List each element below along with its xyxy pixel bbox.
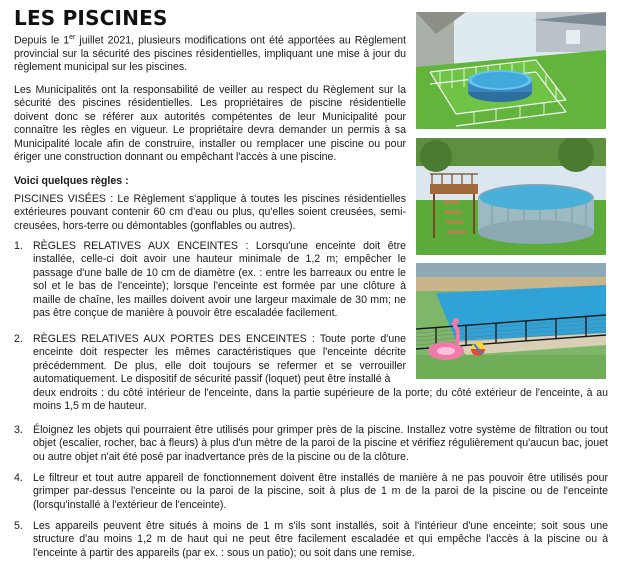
intro-paragraph-2: Les Municipalités ont la responsabilité de veiller au respect du Règlement sur la sécurité des piscines résidentielles. Les propriétaires de piscine résidentielle doivent donc se référer aux autorités compétentes de leur Municipalité pour connaître les règles en vigueur. Le propriétaire devra demander un permis à sa Municipalité locale afin de construire, installer ou remplacer une piscine ou pour ériger une construction donnant ou empêchant l'accès à une piscine. xyxy=(14,84,406,164)
rule-number: 1. xyxy=(14,240,23,252)
rule-5-text: Les appareils peuvent être situés à moins de 1 m s'ils sont installés, soit à l'intérieur d'une enceinte; soit sous une structure d'au moins 1,2 m de haut qui ne peut être facilement escaladée et qui empêche l'accès à la piscine ou à l'enceinte à partir des appareils (par ex. : sous un patio); ou soit dans une remise. xyxy=(33,520,608,559)
rule-number: 5. xyxy=(14,520,23,532)
deck-pool-illustration xyxy=(416,138,606,255)
intro-p1-rest: juillet 2021, plusieurs modifications ont été apportées au Règlement provincial sur la sécurité des piscines résidentielles, impliquant une mise à jour du règlement municipal sur les piscines. xyxy=(14,34,407,74)
pools-covered-paragraph: PISCINES VISÉES : Le Règlement s'applique à toutes les piscines résidentielles extérieures pouvant contenir 60 cm d'eau ou plus, qu'elles soient creusées, semi-creusées, hors-terre ou démontables (gonflables ou autres). xyxy=(14,193,406,232)
intro-paragraph-1 xyxy=(14,31,406,75)
rule-2-text-a: RÈGLES RELATIVES AUX PORTES DES ENCEINTES : Toute porte d'une enceinte doit respecter les mêmes caractéristiques que l'enceinte décrite précédemment. De plus, elle doit toujours se refermer et se verrouiller automatiquement. Le dispositif de sécurité passif (loquet) peut être installé à xyxy=(33,333,406,386)
page-title: LES PISCINES xyxy=(14,6,168,30)
inground-pool-illustration xyxy=(416,263,606,379)
rule-number: 2. xyxy=(14,333,23,345)
fenced-yard-pool-illustration xyxy=(416,12,606,129)
intro-p1-start: Depuis le 1 xyxy=(14,34,70,47)
rule-3-text: Éloignez les objets qui pourraient être utilisés pour grimper près de la piscine. Installez votre système de filtration ou tout objet (escalier, rocher, bac à fleurs) à plus d'un mètre de la paroi de la piscine et vérifiez régulièrement qu'aucun bac, jouet ou autre objet n'ait été posé par inadvertance près de la piscine ou de la clôture. xyxy=(33,424,608,463)
rule-4-text: Le filtreur et tout autre appareil de fonctionnement doivent être installés de manière à ne pas pouvoir être utilisés pour grimper par-dessus l'enceinte ou la paroi de la piscine, soit à plus de 1 m de la paroi de la piscine ou de l'enceinte (lorsqu'installé à l'extérieur de l'enceinte). xyxy=(33,472,608,511)
rule-number: 4. xyxy=(14,472,23,484)
intro-p1-superscript: er xyxy=(69,34,76,41)
rule-number: 3. xyxy=(14,424,23,436)
rules-heading: Voici quelques règles : xyxy=(14,175,129,187)
rule-1-text: RÈGLES RELATIVES AUX ENCEINTES : Lorsqu'une enceinte doit être installée, celle-ci doit avoir une hauteur minimale de 1,2 m; empêcher le passage d'une balle de 10 cm de diamètre (ex. : entre les barreaux ou entre le sol et le bas de l'enceinte); lorsque l'enceinte est formée par une clôture à maille de chaîne, les mailles doivent avoir une largeur maximale de 30 mm; ne pas être conçue de manière à pouvoir être escaladée facilement. xyxy=(33,240,406,320)
rule-2-text-b: deux endroits : du côté intérieur de l'enceinte, dans la partie supérieure de la porte; du côté extérieur de l'enceinte, à au moins 1,5 m de hauteur. xyxy=(33,387,608,413)
